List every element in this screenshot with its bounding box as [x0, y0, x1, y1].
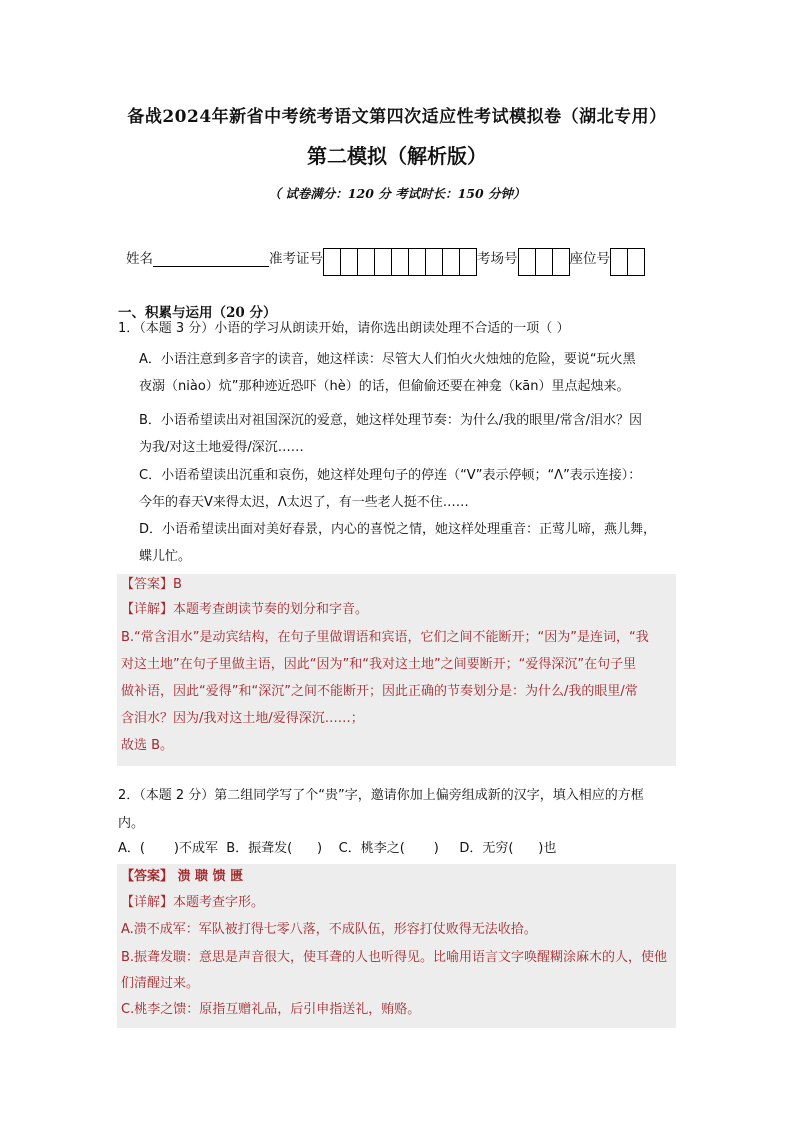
question-1-detail-line: B.“常含泪水”是动宾结构，在句子里做谓语和宾语，它们之间不能断开；“因为”是连词，“我	[121, 630, 649, 645]
question-1-conclusion: 故选 B。	[121, 738, 174, 753]
question-2-stem: 2．（本题 2 分）第二组同学写了个“贵”字，邀请你加上偏旁组成新的汉字，填入相应的方框 内。	[118, 788, 644, 831]
question-1-detail-line: 对这土地”在句子里做主语，因此“因为”和“我对这土地”之间要断开；“爱得深沉”在句子里	[121, 657, 637, 672]
question-1-option-c: C．小语希望读出沉重和哀伤，她这样处理句子的停连（“V”表示停顿；“Λ”表示连接）： 今年的春天V来得太迟，Λ太迟了，有一些老人挺不住……	[139, 468, 642, 510]
question-1-stem: 1．（本题 3 分）小语的学习从朗读开始，请你选出朗读处理不合适的一项（ ）	[118, 321, 570, 336]
seat-label: 座位号	[569, 251, 610, 267]
section-heading: 一、积累与运用（20 分）	[118, 305, 277, 321]
exam-id-boxes[interactable]	[323, 248, 477, 276]
question-2-answer: 【答案】 溃 聩 馈 匮	[121, 869, 244, 884]
question-1-detail-line: 做补语，因此“爱得”和“深沉”之间不能断开；因此正确的节奏划分是：为什么/我的眼里/常	[121, 684, 638, 699]
candidate-info-row	[126, 248, 645, 278]
question-2-options: A．( )不成军 B．振聋发( ) C．桃李之( ) D．无穷( )也	[118, 841, 557, 856]
question-1-answer: 【答案】B	[121, 577, 182, 592]
exam-subtitle: 第二模拟（解析版）	[307, 144, 487, 168]
question-2-answer-block	[117, 864, 676, 1028]
seat-boxes[interactable]	[610, 248, 645, 276]
question-1-option-d: D．小语希望读出面对美好春景，内心的喜悦之情，她这样处理重音：正莺儿啼，燕儿舞， 蝶儿忙。	[139, 522, 657, 564]
question-1-answer-block	[117, 574, 676, 766]
question-2-detail-line: C.桃李之馈：原指互赠礼品，后引申指送礼，贿赂。	[121, 1002, 421, 1017]
exam-id-label: 准考证号	[269, 251, 323, 267]
question-1-detail-label: 【详解】本题考查朗读节奏的划分和字音。	[121, 602, 369, 617]
question-2-detail-line: 们清醒过来。	[121, 976, 200, 991]
question-2-detail-line: B.振聋发聩：意思是声音很大，使耳聋的人也听得见。比喻用语言文字唤醒糊涂麻木的人，使他	[121, 950, 668, 965]
question-1-option-b: B．小语希望读出对祖国深沉的爱意，她这样处理节奏：为什么/我的眼里/常含/泪水？因 为我/对这土地爱得/深沉……	[139, 413, 643, 455]
room-boxes[interactable]	[518, 248, 570, 276]
question-1-detail-line: 含泪水？因为/我对这土地/爱得深沉……；	[121, 711, 364, 726]
name-field[interactable]	[153, 248, 269, 267]
question-2-detail-label: 【详解】本题考查字形。	[121, 895, 265, 910]
exam-title: 备战2024年新省中考统考语文第四次适应性考试模拟卷（湖北专用）	[127, 107, 667, 127]
question-1-option-a: A．小语注意到多音字的读音，她这样读：尽管大人们怕火火烛烛的危险，要说“玩火黑 夜溺（niào）炕”那种迹近恐吓（hè）的话，但偷偷还要在神龛（kān）里点起烛来。	[139, 352, 636, 394]
room-label: 考场号	[477, 251, 518, 267]
question-2-detail-line: A.溃不成军：军队被打得七零八落，不成队伍，形容打仗败得无法收拾。	[121, 922, 537, 937]
exam-meta: （ 试卷满分：120 分 考试时长：150 分钟）	[268, 186, 526, 201]
name-label: 姓名	[126, 251, 153, 267]
